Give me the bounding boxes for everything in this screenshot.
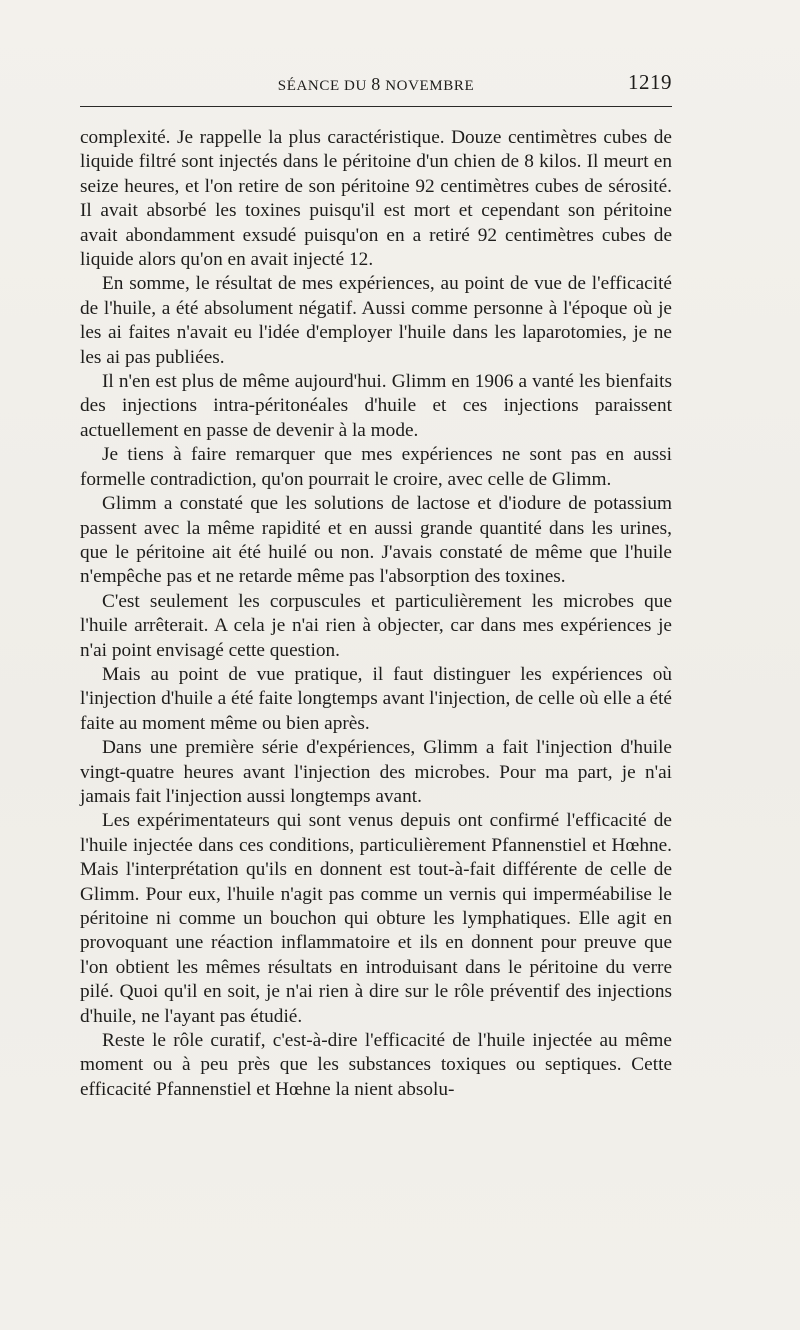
paragraph-1: complexité. Je rappelle la plus caractéristique. Douze centimètres cubes de liquide filtré sont injectés dans le péritoine d'un chien de 8 kilos. Il meurt en seize heures, et l'on retire de son péritoine 92 centimètres cubes de sérosité. Il avait absorbé les toxines puisqu'il est mort et cependant son péritoine avait abondamment exsudé puisqu'on en a retiré 92 centimètres cubes de liquide alors qu'on en avait injecté 12.: [80, 127, 672, 271]
running-head-day: 8: [371, 74, 381, 94]
page-header: [80, 70, 672, 96]
header-rule: [80, 106, 672, 107]
page-number: 1219: [628, 70, 672, 94]
paragraph-9: Les expérimentateurs qui sont venus depuis ont confirmé l'efficacité de l'huile injectée dans ces conditions, particulièrement Pfannenstiel et Hœhne. Mais l'interprétation qu'ils en donnent est tout-à-fait différente de celle de Glimm. Pour eux, l'huile n'agit pas comme un vernis qui imperméabilise le péritoine ni comme un bouchon qui obture les lymphatiques. Elle agit en provoquant une réaction inflammatoire et ils en donnent pour preuve que l'on obtient les mêmes résultats en introduisant dans le péritoine du verre pilé. Quoi qu'il en soit, je n'ai rien à dire sur le rôle préventif des injections d'huile, ne l'ayant pas étudié.: [80, 810, 672, 1027]
running-head: [80, 74, 672, 95]
paragraph-8: Dans une première série d'expériences, Glimm a fait l'injection d'huile vingt-quatre heures avant l'injection des microbes. Pour ma part, je n'ai jamais fait l'injection aussi longtemps avant.: [80, 737, 672, 807]
running-head-suffix: NOVEMBRE: [385, 78, 475, 94]
paragraph-6: C'est seulement les corpuscules et particulièrement les microbes que l'huile arrêterait. A cela je n'ai rien à objecter, car dans mes expériences je n'ai point envisagé cette question.: [80, 590, 672, 661]
body-text: [80, 126, 672, 1102]
paragraph-10: Reste le rôle curatif, c'est-à-dire l'efficacité de l'huile injectée au même moment ou à peu près que les substances toxiques ou septiques. Cette efficacité Pfannenstiel et Hœhne la nient absolu-: [80, 1030, 672, 1100]
paragraph-7: Mais au point de vue pratique, il faut distinguer les expériences où l'injection d'huile a été faite longtemps avant l'injection, de celle où elle a été faite au moment même ou bien après.: [80, 663, 672, 734]
paragraph-3: Il n'en est plus de même aujourd'hui. Glimm en 1906 a vanté les bienfaits des injections intra-péritonéales d'huile et ces injections paraissent actuellement en passe de devenir à la mode.: [80, 371, 672, 441]
paragraph-5: Glimm a constaté que les solutions de lactose et d'iodure de potassium passent avec la même rapidité et en aussi grande quantité dans les urines, que le péritoine ait été huilé ou non. J'avais constaté de même que l'huile n'empêche pas et ne retarde même pas l'absorption des toxines.: [80, 493, 672, 588]
paragraph-4: Je tiens à faire remarquer que mes expériences ne sont pas en aussi formelle contradiction, qu'on pourrait le croire, avec celle de Glimm.: [80, 444, 672, 490]
running-head-prefix: SÉANCE DU: [277, 78, 367, 94]
paragraph-2: En somme, le résultat de mes expériences, au point de vue de l'efficacité de l'huile, a été absolument négatif. Aussi comme personne à l'époque où je les ai faites n'avait eu l'idée d'employer l'huile dans les laparotomies, je ne les ai pas publiées.: [80, 273, 672, 368]
